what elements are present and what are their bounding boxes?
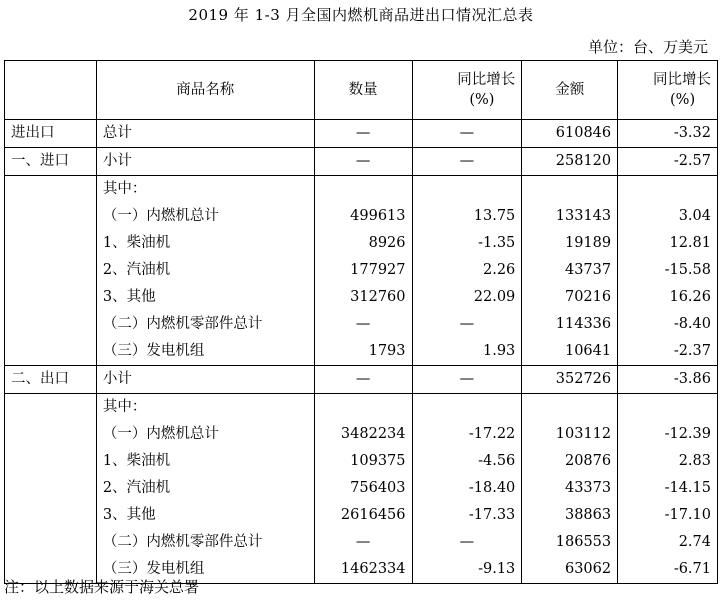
row-amt-yoy-cell	[618, 176, 718, 204]
row-name-cell: 其中：	[96, 394, 314, 422]
dash-value: —	[355, 534, 371, 550]
row-amount-cell: 10641	[522, 338, 618, 366]
row-amt-yoy-cell: -2.57	[618, 148, 718, 176]
row-amount-cell: 352726	[522, 366, 618, 394]
row-amount-cell: 63062	[522, 556, 618, 584]
table-header-row	[5, 61, 718, 120]
row-name-cell: 2、汽油机	[96, 257, 314, 284]
row-qty-cell: 312760	[314, 284, 412, 311]
header-qty-yoy-line2: (%)	[469, 92, 495, 108]
row-amt-yoy-cell: -17.10	[618, 502, 718, 529]
row-qty-yoy-cell	[412, 366, 522, 394]
header-amt-yoy-line2: (%)	[670, 92, 696, 108]
row-qty-cell: 3482234	[314, 421, 412, 448]
row-section-cell	[5, 230, 97, 257]
row-name-cell: （二）内燃机零部件总计	[96, 529, 314, 556]
table-row	[5, 257, 718, 284]
row-section-cell	[5, 338, 97, 366]
table-row	[5, 203, 718, 230]
row-qty-cell	[314, 120, 412, 148]
row-qty-yoy-cell	[412, 394, 522, 422]
row-name-cell: 1、柴油机	[96, 230, 314, 257]
dash-value: —	[355, 153, 371, 169]
row-name-cell: （三）发电机组	[96, 338, 314, 366]
table-row	[5, 311, 718, 338]
row-qty-yoy-cell: -9.13	[412, 556, 522, 584]
row-amount-cell: 19189	[522, 230, 618, 257]
row-amt-yoy-cell: -12.39	[618, 421, 718, 448]
row-amount-cell	[522, 176, 618, 204]
row-name-cell: 3、其他	[96, 502, 314, 529]
row-qty-cell	[314, 311, 412, 338]
row-amt-yoy-cell: -3.86	[618, 366, 718, 394]
row-amt-yoy-cell: 16.26	[618, 284, 718, 311]
row-amount-cell: 20876	[522, 448, 618, 475]
row-qty-yoy-cell: -17.22	[412, 421, 522, 448]
row-qty-cell	[314, 148, 412, 176]
table-row	[5, 394, 718, 422]
dash-value: —	[459, 125, 475, 141]
row-qty-cell: 177927	[314, 257, 412, 284]
row-section-cell	[5, 475, 97, 502]
row-amount-cell: 43373	[522, 475, 618, 502]
unit-label: 单位：台、万美元	[587, 38, 708, 56]
row-amount-cell: 610846	[522, 120, 618, 148]
trade-summary-table	[4, 60, 718, 584]
row-section-cell	[5, 448, 97, 475]
row-section-cell: 进出口	[5, 120, 97, 148]
row-amt-yoy-cell: -2.37	[618, 338, 718, 366]
table-row	[5, 120, 718, 148]
source-note: 注：以上数据来源于海关总署	[4, 578, 200, 596]
row-qty-cell: 756403	[314, 475, 412, 502]
row-section-cell	[5, 176, 97, 204]
table-row	[5, 338, 718, 366]
row-name-cell: 其中：	[96, 176, 314, 204]
header-name: 商品名称	[96, 61, 314, 120]
header-amt-yoy-line1: 同比增长	[653, 72, 711, 88]
row-qty-cell: 109375	[314, 448, 412, 475]
dash-value: —	[459, 371, 475, 387]
row-amount-cell: 186553	[522, 529, 618, 556]
row-name-cell: （三）发电机组	[96, 556, 314, 584]
row-qty-cell: 8926	[314, 230, 412, 257]
table-title: 2019 年 1-3 月全国内燃机商品进出口情况汇总表	[188, 6, 534, 24]
row-qty-cell: 1793	[314, 338, 412, 366]
row-qty-yoy-cell: 2.26	[412, 257, 522, 284]
dash-value: —	[459, 153, 475, 169]
row-amount-cell	[522, 394, 618, 422]
row-amt-yoy-cell	[618, 394, 718, 422]
row-qty-yoy-cell	[412, 311, 522, 338]
row-qty-cell: 499613	[314, 203, 412, 230]
row-qty-yoy-cell: -18.40	[412, 475, 522, 502]
row-name-cell: （二）内燃机零部件总计	[96, 311, 314, 338]
row-section-cell	[5, 394, 97, 422]
row-qty-cell	[314, 529, 412, 556]
header-qty-yoy-line1: 同比增长	[457, 72, 516, 88]
row-amount-cell: 70216	[522, 284, 618, 311]
row-amount-cell: 133143	[522, 203, 618, 230]
table-row	[5, 366, 718, 394]
dash-value: —	[459, 316, 475, 332]
dash-value: —	[355, 371, 371, 387]
row-name-cell: 总计	[96, 120, 314, 148]
header-qty-yoy	[412, 61, 522, 120]
header-section	[5, 61, 97, 120]
row-amt-yoy-cell: 3.04	[618, 203, 718, 230]
row-amount-cell: 258120	[522, 148, 618, 176]
row-amt-yoy-cell: -15.58	[618, 257, 718, 284]
row-amt-yoy-cell: -14.15	[618, 475, 718, 502]
row-section-cell	[5, 502, 97, 529]
row-name-cell: 小计	[96, 148, 314, 176]
row-section-cell	[5, 421, 97, 448]
header-amount: 金额	[522, 61, 618, 120]
table-row	[5, 421, 718, 448]
row-amt-yoy-cell: -3.32	[618, 120, 718, 148]
row-name-cell: 2、汽油机	[96, 475, 314, 502]
table-row	[5, 475, 718, 502]
table-row	[5, 176, 718, 204]
row-qty-yoy-cell	[412, 120, 522, 148]
row-qty-yoy-cell	[412, 148, 522, 176]
table-row	[5, 148, 718, 176]
row-qty-yoy-cell: 22.09	[412, 284, 522, 311]
row-section-cell	[5, 257, 97, 284]
row-qty-yoy-cell: -4.56	[412, 448, 522, 475]
row-section-cell: 一、进口	[5, 148, 97, 176]
row-section-cell	[5, 203, 97, 230]
header-qty: 数量	[314, 61, 412, 120]
row-qty-yoy-cell: -1.35	[412, 230, 522, 257]
row-name-cell: 小计	[96, 366, 314, 394]
row-qty-cell	[314, 176, 412, 204]
row-amt-yoy-cell: 12.81	[618, 230, 718, 257]
row-name-cell: 3、其他	[96, 284, 314, 311]
table-row	[5, 529, 718, 556]
header-amt-yoy	[618, 61, 718, 120]
row-section-cell	[5, 284, 97, 311]
table-row	[5, 448, 718, 475]
row-qty-yoy-cell	[412, 529, 522, 556]
row-qty-cell: 2616456	[314, 502, 412, 529]
table-row	[5, 230, 718, 257]
row-amt-yoy-cell: -8.40	[618, 311, 718, 338]
table-row	[5, 502, 718, 529]
dash-value: —	[355, 316, 371, 332]
row-qty-yoy-cell	[412, 176, 522, 204]
row-qty-cell	[314, 394, 412, 422]
row-name-cell: （一）内燃机总计	[96, 421, 314, 448]
row-amount-cell: 103112	[522, 421, 618, 448]
row-amount-cell: 114336	[522, 311, 618, 338]
row-qty-yoy-cell: 1.93	[412, 338, 522, 366]
row-amount-cell: 38863	[522, 502, 618, 529]
dash-value: —	[355, 125, 371, 141]
table-body	[5, 120, 718, 584]
table-row	[5, 284, 718, 311]
row-name-cell: （一）内燃机总计	[96, 203, 314, 230]
row-amt-yoy-cell: -6.71	[618, 556, 718, 584]
row-amount-cell: 43737	[522, 257, 618, 284]
row-amt-yoy-cell: 2.83	[618, 448, 718, 475]
row-qty-cell: 1462334	[314, 556, 412, 584]
row-section-cell	[5, 529, 97, 556]
row-section-cell: 二、出口	[5, 366, 97, 394]
row-name-cell: 1、柴油机	[96, 448, 314, 475]
row-section-cell	[5, 311, 97, 338]
row-qty-cell	[314, 366, 412, 394]
row-amt-yoy-cell: 2.74	[618, 529, 718, 556]
row-qty-yoy-cell: -17.33	[412, 502, 522, 529]
row-qty-yoy-cell: 13.75	[412, 203, 522, 230]
dash-value: —	[459, 534, 475, 550]
